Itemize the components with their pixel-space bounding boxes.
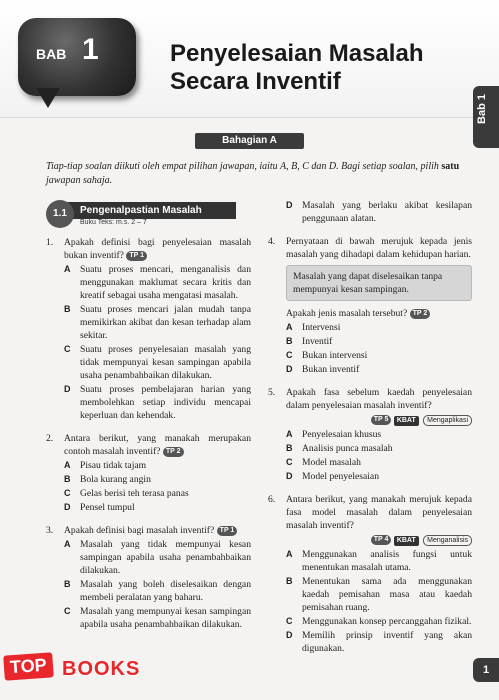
kbat-row (268, 413, 472, 426)
option-a[interactable] (286, 321, 472, 334)
chapter-side-tab-label: Bab 1 (476, 94, 488, 124)
stimulus-box: Masalah yang dapat diselesaikan tanpa mempunyai kesan sampingan. (286, 265, 472, 301)
right-column (268, 198, 472, 665)
option-text: Intervensi (302, 322, 341, 333)
option-text: Masalah yang berlaku akibat kesilapan penggunaan alatan. (302, 200, 472, 224)
option-text: Pisau tidak tajam (80, 460, 147, 471)
instructions (46, 160, 466, 188)
option-letter: D (64, 502, 71, 512)
option-letter: D (64, 384, 71, 394)
question-text-body: Antara berikut, yang manakah merupakan contoh masalah inventif? (64, 433, 251, 457)
question-text: Pernyataan di bawah merujuk kepada jenis masalah yang dihadapi dalam kehidupan harian. (286, 236, 472, 260)
option-text: Memilih prinsip inventif yang akan digunakan. (302, 630, 472, 654)
option-text: Model penyelesaian (302, 471, 379, 482)
chapter-badge-tail (36, 88, 60, 108)
option-letter: B (64, 579, 71, 589)
question-number: 5. (268, 387, 276, 398)
question-4 (268, 235, 472, 376)
option-text: Menentukan sama ada menggunakan kaedah pemisahan masa atau kaedah pemisahan ruang. (302, 576, 472, 613)
option-c[interactable] (64, 487, 251, 500)
option-d[interactable] (286, 629, 472, 655)
option-b[interactable] (286, 575, 472, 614)
topic-title: Pengenalpastian Masalah (66, 202, 236, 219)
option-letter: D (286, 471, 293, 481)
chapter-badge-word: BAB (36, 46, 67, 62)
option-text: Suatu proses penyelesaian masalah yang tidak mempunyai kesan sampingan apabila usaha penambahbaikan dilakukan. (80, 344, 251, 381)
tp-badge: TP 1 (217, 526, 238, 536)
question-text-body: Apakah definisi bagi penyelesaian masalah bukan inventif? (64, 237, 251, 261)
option-b[interactable] (64, 578, 251, 604)
option-letter: A (286, 429, 293, 439)
option-text: Masalah yang mempunyai kesan sampingan apabila usaha penambahbaikan dilakukan. (80, 606, 251, 630)
option-b[interactable] (64, 473, 251, 486)
option-text: Menggunakan konsep percanggahan fizikal. (302, 616, 472, 627)
question-number: 4. (268, 236, 276, 247)
question-3 (46, 524, 251, 631)
option-b[interactable] (286, 335, 472, 348)
logo-top-text: TOP (3, 652, 53, 680)
sub-question (286, 307, 472, 320)
question-number: 6. (268, 494, 276, 505)
question-text (64, 432, 251, 458)
kbat-skill: Menganalisis (423, 535, 472, 546)
option-b[interactable] (64, 303, 251, 342)
option-letter: C (64, 606, 71, 616)
option-letter: A (64, 264, 71, 274)
option-letter: C (286, 350, 293, 360)
option-letter: D (286, 630, 293, 640)
instructions-text: Tiap-tiap soalan diikuti oleh empat pilihan jawapan, iaitu A, B, C dan D. Bagi setiap soalan, pilih (46, 161, 439, 172)
question-1 (46, 236, 251, 422)
question-6 (268, 493, 472, 655)
option-a[interactable] (64, 459, 251, 472)
option-letter: D (286, 200, 293, 210)
chapter-badge-number: 1 (82, 33, 99, 66)
tp-badge: TP 1 (126, 251, 147, 261)
option-d[interactable] (286, 470, 472, 483)
option-text: Analisis punca masalah (302, 443, 393, 454)
page-number: 1 (473, 658, 499, 682)
kbat-badge: KBAT (394, 536, 419, 546)
tp-badge: TP 2 (163, 447, 184, 457)
option-c[interactable] (64, 605, 251, 631)
chapter-side-tab (473, 86, 499, 148)
sub-question-text: Apakah jenis masalah tersebut? (286, 308, 408, 319)
option-letter: A (64, 460, 71, 470)
instructions-bold: satu (441, 161, 460, 172)
option-letter: B (64, 474, 71, 484)
option-c[interactable] (286, 349, 472, 362)
question-text (64, 524, 251, 537)
topbooks-logo (4, 654, 154, 690)
option-d[interactable] (286, 363, 472, 376)
tp-badge: TP 5 (371, 415, 392, 425)
question-text: Antara berikut, yang manakah merujuk kepada fasa model masalah dalam penyelesaian masalah inventif? (286, 494, 472, 531)
topic-reference: Buku Teks: m.s. 2 – 7 (80, 219, 147, 226)
option-letter: B (286, 336, 293, 346)
option-c[interactable] (286, 456, 472, 469)
option-text: Suatu proses pembelajaran harian yang membolehkan setiap individu mencapai keperluan dan kehendak. (80, 384, 251, 421)
option-text: Penyelesaian khusus (302, 429, 382, 440)
question-3-option-d[interactable] (286, 199, 472, 225)
option-text: Suatu proses mencari jalan mudah tanpa memikirkan akibat dan kesan terhadap alam sekitar. (80, 304, 251, 341)
chapter-title-line1: Penyelesaian Masalah (170, 40, 424, 67)
kbat-badge: KBAT (394, 416, 419, 426)
option-letter: C (64, 488, 71, 498)
question-text (64, 236, 251, 262)
option-text: Gelas berisi teh terasa panas (80, 488, 189, 499)
option-letter: C (286, 457, 293, 467)
question-number: 3. (46, 525, 54, 536)
option-text: Masalah yang tidak mempunyai kesan sampingan apabila usaha penambahbaikan dilakukan. (80, 539, 251, 576)
question-text-body: Apakah definisi bagi masalah inventif? (64, 525, 215, 536)
question-text: Apakah fasa sebelum kaedah penyelesaian dalam penyelesaian masalah inventif? (286, 387, 472, 411)
option-text: Inventif (302, 336, 333, 347)
instructions-tail: jawapan sahaja. (46, 175, 113, 186)
option-text: Suatu proses mencari, menganalisis dan menggunakan maklumat secara kritis dan kreatif sebagai usaha mengatasi masalah. (80, 264, 251, 301)
logo-books-text: BOOKS (62, 658, 141, 680)
option-a[interactable] (64, 263, 251, 302)
option-letter: B (64, 304, 71, 314)
chapter-title-line2: Secara Inventif (170, 68, 341, 95)
option-letter: C (64, 344, 71, 354)
section-label: Bahagian A (222, 135, 277, 146)
option-c[interactable] (64, 343, 251, 382)
option-text: Bola kurang angin (80, 474, 151, 485)
option-letter: A (64, 539, 71, 549)
option-letter: D (286, 364, 293, 374)
option-text: Masalah yang boleh diselesaikan dengan membeli peralatan yang baharu. (80, 579, 251, 603)
question-5 (268, 386, 472, 483)
option-d[interactable] (64, 383, 251, 422)
tp-badge: TP 4 (371, 535, 392, 545)
left-column (46, 236, 251, 641)
option-a[interactable] (286, 428, 472, 441)
option-text: Pensel tumpul (80, 502, 135, 513)
option-text: Model masalah (302, 457, 361, 468)
topic-number: 1.1 (46, 200, 74, 228)
tp-badge: TP 2 (410, 309, 431, 319)
chapter-title (170, 40, 450, 96)
option-d[interactable] (64, 501, 251, 514)
question-2 (46, 432, 251, 514)
option-text: Bukan intervensi (302, 350, 368, 361)
option-letter: A (286, 549, 293, 559)
option-a[interactable] (286, 548, 472, 574)
option-letter: A (286, 322, 293, 332)
option-b[interactable] (286, 442, 472, 455)
option-letter: C (286, 616, 293, 626)
option-text: Bukan inventif (302, 364, 360, 375)
option-letter: B (286, 576, 293, 586)
option-a[interactable] (64, 538, 251, 577)
option-letter: B (286, 443, 293, 453)
kbat-row (268, 533, 472, 546)
option-c[interactable] (286, 615, 472, 628)
question-number: 1. (46, 237, 54, 248)
kbat-skill: Mengaplikasi (423, 415, 472, 426)
option-text: Menggunakan analisis fungsi untuk menentukan masalah utama. (302, 549, 472, 573)
question-number: 2. (46, 433, 54, 444)
